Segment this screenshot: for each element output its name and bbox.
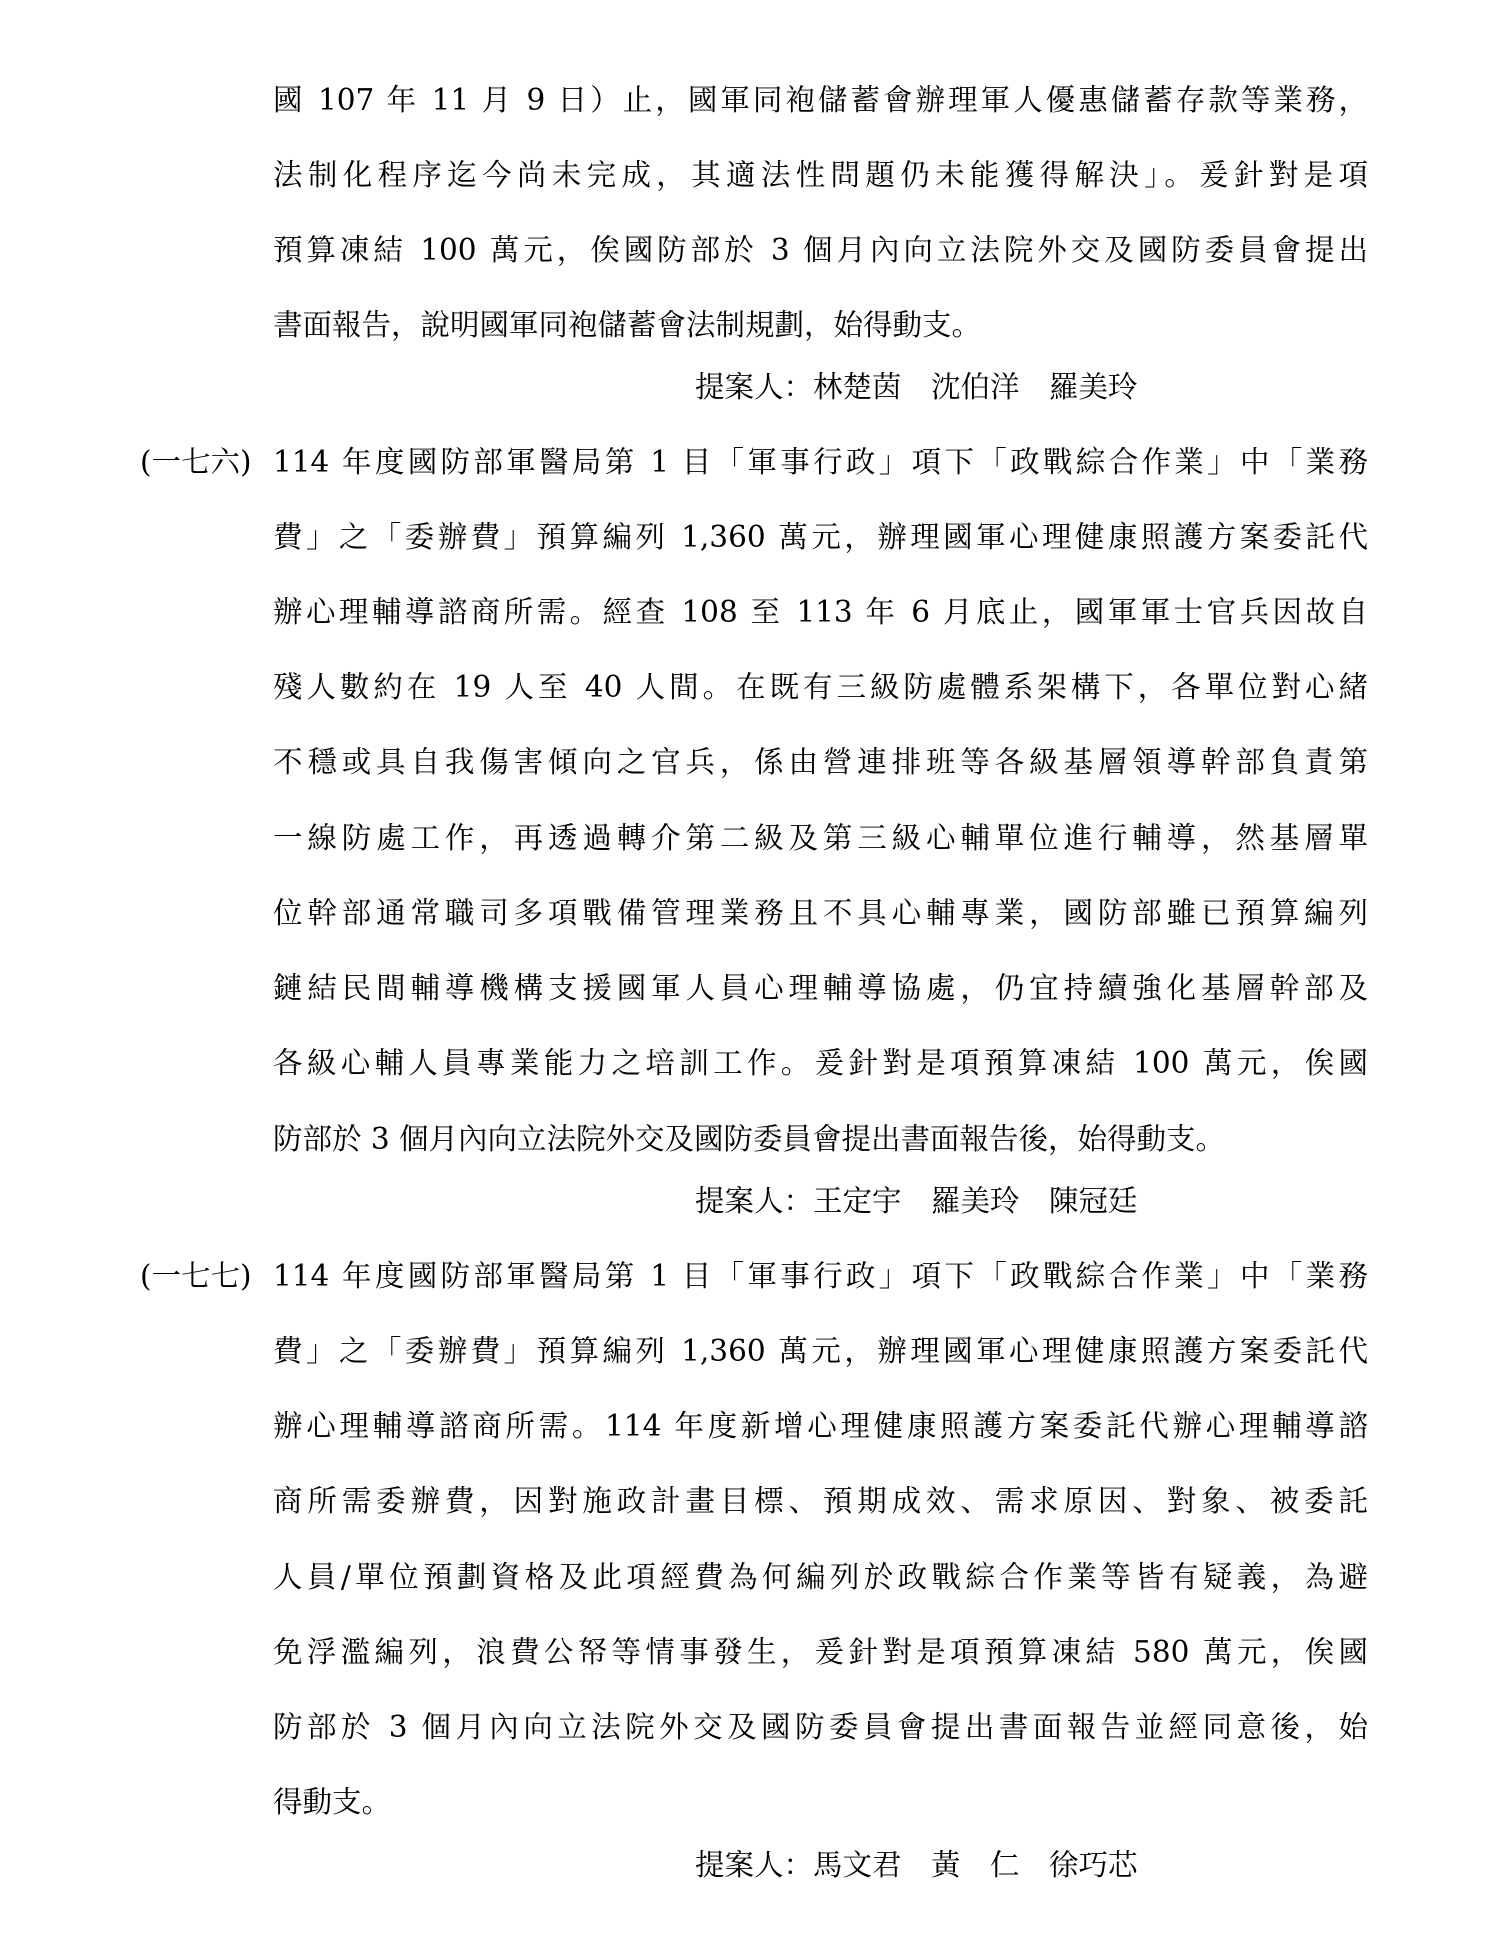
proposer-line: 提案人：林楚茵 沈伯洋 羅美玲: [695, 370, 1138, 404]
proposer-line: 提案人：馬文君 黃 仁 徐巧芯: [695, 1848, 1138, 1882]
paragraph-line: 費」之「委辦費」預算編列 1,360 萬元，辦理國軍心理健康照護方案委託代: [273, 1334, 1368, 1368]
paragraph-line: 一線防處工作，再透過轉介第二級及第三級心輔單位進行輔導，然基層單: [273, 821, 1368, 855]
paragraph-line: 辦心理輔導諮商所需。經查 108 至 113 年 6 月底止，國軍軍士官兵因故自: [273, 595, 1368, 629]
paragraph-line: 114 年度國防部軍醫局第 1 目「軍事行政」項下「政戰綜合作業」中「業務: [273, 445, 1368, 479]
paragraph-line: 防部於 3 個月內向立法院外交及國防委員會提出書面報告後，始得動支。: [273, 1122, 1226, 1156]
paragraph-line: 商所需委辦費，因對施政計畫目標、預期成效、需求原因、對象、被委託: [273, 1484, 1368, 1518]
paragraph-line: 防部於 3 個月內向立法院外交及國防委員會提出書面報告並經同意後，始: [273, 1710, 1368, 1744]
paragraph-line: 費」之「委辦費」預算編列 1,360 萬元，辦理國軍心理健康照護方案委託代: [273, 520, 1368, 554]
paragraph-line: 得動支。: [273, 1785, 392, 1819]
paragraph-line: 各級心輔人員專業能力之培訓工作。爰針對是項預算凍結 100 萬元，俟國: [273, 1046, 1368, 1080]
item-number: (一七六): [140, 445, 252, 479]
paragraph-line: 書面報告，說明國軍同袍儲蓄會法制規劃，始得動支。: [273, 308, 982, 342]
paragraph-line: 鏈結民間輔導機構支援國軍人員心理輔導協處，仍宜持續強化基層幹部及: [273, 971, 1368, 1005]
paragraph-line: 法制化程序迄今尚未完成，其適法性問題仍未能獲得解決」。爰針對是項: [273, 158, 1368, 192]
proposer-line: 提案人：王定宇 羅美玲 陳冠廷: [695, 1184, 1138, 1218]
paragraph-line: 114 年度國防部軍醫局第 1 目「軍事行政」項下「政戰綜合作業」中「業務: [273, 1259, 1368, 1293]
paragraph-line: 辦心理輔導諮商所需。114 年度新增心理健康照護方案委託代辦心理輔導諮: [273, 1409, 1368, 1443]
item-number: (一七七): [140, 1259, 252, 1293]
paragraph-line: 國 107 年 11 月 9 日）止，國軍同袍儲蓄會辦理軍人優惠儲蓄存款等業務，: [273, 83, 1368, 117]
paragraph-line: 人員/單位預劃資格及此項經費為何編列於政戰綜合作業等皆有疑義，為避: [273, 1560, 1368, 1594]
paragraph-line: 殘人數約在 19 人至 40 人間。在既有三級防處體系架構下，各單位對心緒: [273, 670, 1368, 704]
paragraph-line: 位幹部通常職司多項戰備管理業務且不具心輔專業，國防部雖已預算編列: [273, 896, 1368, 930]
paragraph-line: 免浮濫編列，浪費公帑等情事發生，爰針對是項預算凍結 580 萬元，俟國: [273, 1635, 1368, 1669]
paragraph-line: 不穩或具自我傷害傾向之官兵，係由營連排班等各級基層領導幹部負責第: [273, 745, 1368, 779]
paragraph-line: 預算凍結 100 萬元，俟國防部於 3 個月內向立法院外交及國防委員會提出: [273, 233, 1368, 267]
